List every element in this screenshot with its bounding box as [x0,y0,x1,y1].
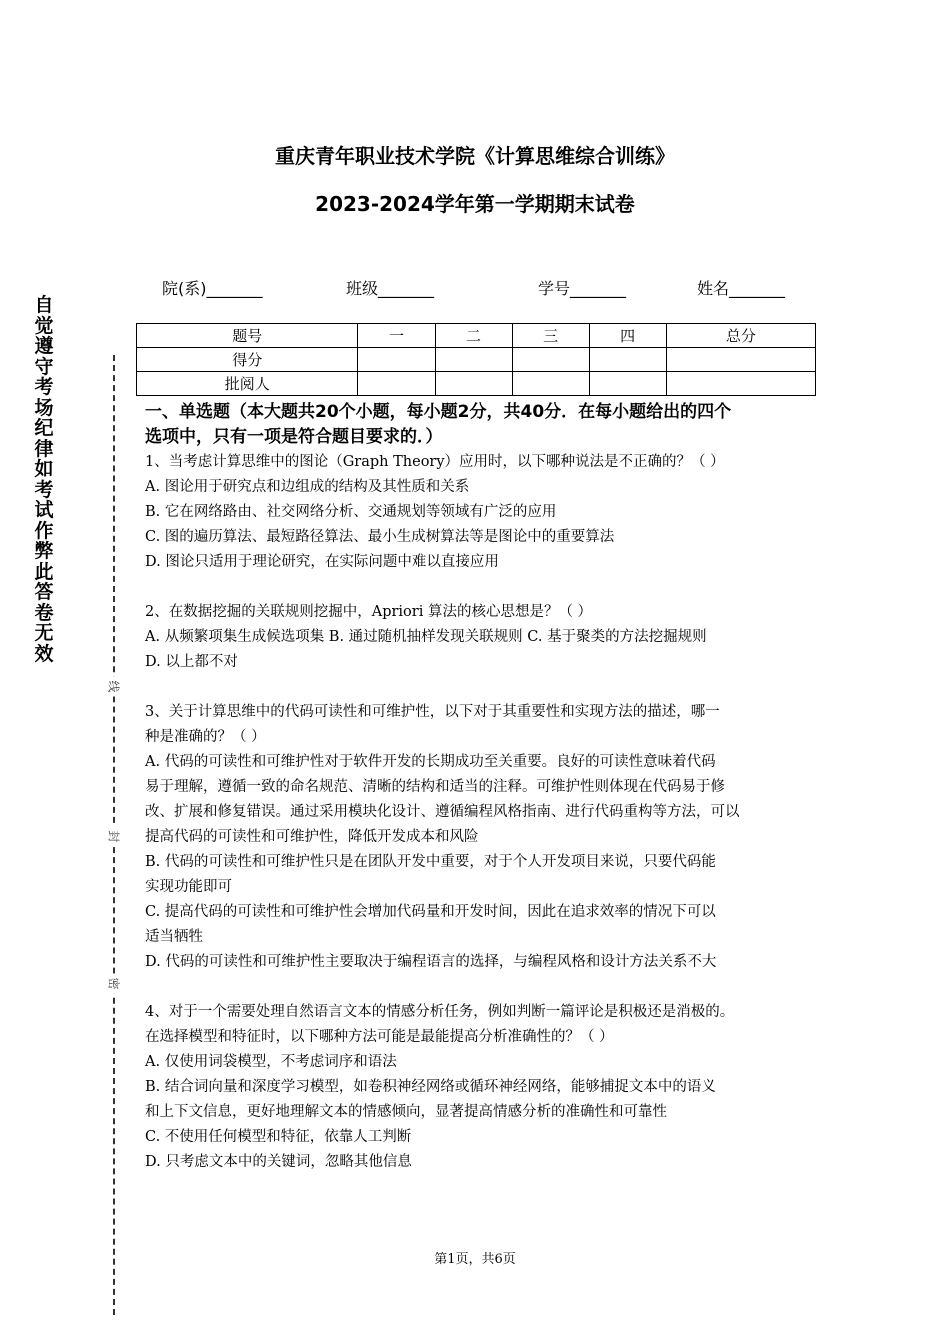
section-heading-line: 一、单选题（本大题共20个小题，每小题2分，共40分．在每小题给出的四个 [145,402,732,422]
section-heading [145,400,825,450]
question-line: 种是准确的？（ ） [145,729,266,745]
question-line: D. 代码的可读性和可维护性主要取决于编程语言的选择，与编程风格和设计方法关系不大 [145,954,717,970]
score-table-row [137,324,816,348]
score-table-cell[interactable] [358,348,435,372]
score-table-cell[interactable] [435,348,512,372]
field-department[interactable]: 院(系)_______ [162,279,263,298]
score-table-cell: 题号 [137,324,358,348]
question-line: D. 图论只适用于理论研究，在实际问题中难以直接应用 [145,554,499,570]
margin-mark-line: 线 [106,677,123,697]
score-table-cell: 得分 [137,348,358,372]
score-table-cell[interactable] [512,348,589,372]
score-table-cell[interactable] [666,372,815,396]
margin-mark-secret: 密 [106,974,123,994]
page-footer: 第1页，共6页 [434,1252,516,1267]
score-table-cell[interactable] [589,348,666,372]
question-line: C. 不使用任何模型和特征，依靠人工判断 [145,1129,412,1145]
question-line: 易于理解，遵循一致的命名规范、清晰的结构和适当的注释。可维护性则体现在代码易于修 [145,779,725,795]
question-line: 和上下文信息，更好地理解文本的情感倾向，显著提高情感分析的准确性和可靠性 [145,1104,667,1120]
blank-line [145,675,825,700]
question-line: 在选择模型和特征时，以下哪种方法可能是最能提高分析准确性的？（ ） [145,1029,614,1045]
blank-line [145,975,825,1000]
question-line: D. 以上都不对 [145,654,238,670]
question-line: A. 从频繁项集生成候选项集 B. 通过随机抽样发现关联规则 C. 基于聚类的方法挖掘规则 [145,629,707,645]
score-table [136,323,816,396]
question-line: B. 结合词向量和深度学习模型，如卷积神经网络或循环神经网络，能够捕捉文本中的语义 [145,1079,716,1095]
score-table-cell: 三 [512,324,589,348]
score-table-cell[interactable] [358,372,435,396]
score-table-cell[interactable] [512,372,589,396]
question-line: 2、在数据挖掘的关联规则挖掘中，Apriori 算法的核心思想是？（ ） [145,604,593,620]
score-table-cell: 一 [358,324,435,348]
question-line: A. 图论用于研究点和边组成的结构及其性质和关系 [145,479,470,495]
score-table-cell[interactable] [589,372,666,396]
question-line: B. 它在网络路由、社交网络分析、交通规划等领域有广泛的应用 [145,504,557,520]
question-line: A. 代码的可读性和可维护性对于软件开发的长期成功至关重要。良好的可读性意味着代码 [145,754,716,770]
field-name[interactable]: 姓名_______ [697,279,786,298]
question-line: 实现功能即可 [145,879,232,895]
blank-line [145,575,825,600]
score-table-cell[interactable] [435,372,512,396]
score-table-cell: 总分 [666,324,815,348]
question-line: C. 提高代码的可读性和可维护性会增加代码量和开发时间，因此在追求效率的情况下可以 [145,904,716,920]
question-line: D. 只考虑文本中的关键词，忽略其他信息 [145,1154,412,1170]
section-heading-line: 选项中，只有一项是符合题目要求的．） [145,427,443,447]
score-table-cell[interactable] [666,348,815,372]
questions [145,450,825,1175]
field-class[interactable]: 班级_______ [346,279,435,298]
question-line: 提高代码的可读性和可维护性，降低开发成本和风险 [145,829,479,845]
question-line: A. 仅使用词袋模型，不考虑词序和语法 [145,1054,397,1070]
score-table-row [137,348,816,372]
question-line: 改、扩展和修复错误。通过采用模块化设计、遵循编程风格指南、进行代码重构等方法，可以 [145,804,740,820]
question-line: 3、关于计算思维中的代码可读性和可维护性，以下对于其重要性和实现方法的描述，哪一 [145,704,720,720]
margin-mark-seal: 封 [106,827,123,847]
title-line-1: 重庆青年职业技术学院《计算思维综合训练》 [275,144,675,168]
question-line: 4、对于一个需要处理自然语言文本的情感分析任务，例如判断一篇评论是积极还是消极的。 [145,1004,735,1020]
question-line: C. 图的遍历算法、最短路径算法、最小生成树算法等是图论中的重要算法 [145,529,615,545]
score-table-cell: 二 [435,324,512,348]
score-table-cell: 四 [589,324,666,348]
score-table-cell: 批阅人 [137,372,358,396]
question-line: 适当牺牲 [145,929,203,945]
score-table-row [137,372,816,396]
title-line-2: 2023-2024学年第一学期期末试卷 [315,192,635,216]
question-line: B. 代码的可读性和可维护性只是在团队开发中重要，对于个人开发项目来说，只要代码能 [145,854,716,870]
side-notice: 自觉遵守考场纪律如考试作弊此答卷无效 [34,294,54,665]
question-line: 1、当考虑计算思维中的图论（Graph Theory）应用时，以下哪种说法是不正确的？（ ） [145,454,725,470]
field-student-id[interactable]: 学号_______ [538,279,627,298]
